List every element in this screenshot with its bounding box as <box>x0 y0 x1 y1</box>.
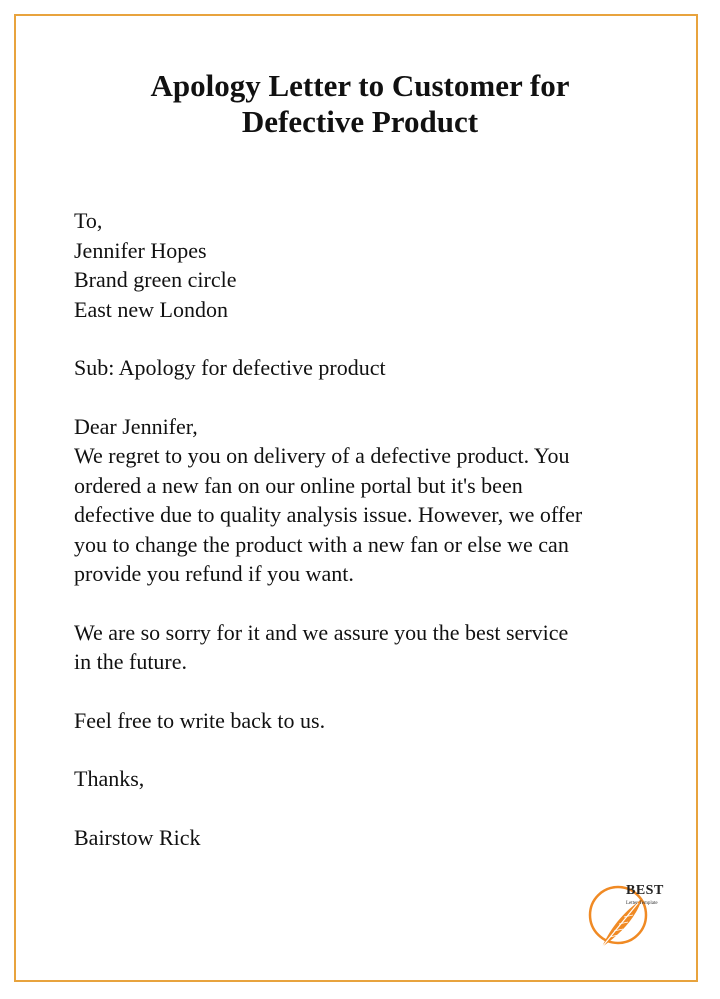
paragraph-1-line: We regret to you on delivery of a defective product. You <box>74 443 570 468</box>
signature: Bairstow Rick <box>74 824 201 850</box>
recipient-name: Jennifer Hopes <box>74 237 207 263</box>
letter-body <box>74 206 674 852</box>
closing: Thanks, <box>74 766 145 791</box>
address-line-1: Brand green circle <box>74 267 237 292</box>
paragraph-3: Feel free to write back to us. <box>74 707 326 733</box>
to-label: To, <box>74 208 103 233</box>
paragraph-2-line: We are so sorry for it and we assure you the best service <box>74 619 569 645</box>
paragraph-1-line: you to change the product with a new fan or else we can <box>74 531 569 557</box>
paragraph-1-line: provide you refund if you want. <box>74 561 354 586</box>
best-letter-template-logo <box>588 877 688 957</box>
logo-word: BEST <box>626 883 664 898</box>
title-line-1: Apology Letter to Customer for <box>150 68 570 103</box>
paragraph-1-line: defective due to quality analysis issue. However, we offer <box>74 502 583 527</box>
subject-line: Sub: Apology for defective product <box>74 355 386 380</box>
salutation: Dear Jennifer, <box>74 413 198 439</box>
paragraph-1-line: ordered a new fan on our online portal but it's been <box>74 472 523 498</box>
address-line-2: East new London <box>74 296 228 322</box>
title-line-2: Defective Product <box>241 104 479 139</box>
logo-tagline: Letter Template <box>626 901 658 906</box>
letter-title <box>0 68 720 140</box>
paragraph-2-line: in the future. <box>74 649 188 674</box>
